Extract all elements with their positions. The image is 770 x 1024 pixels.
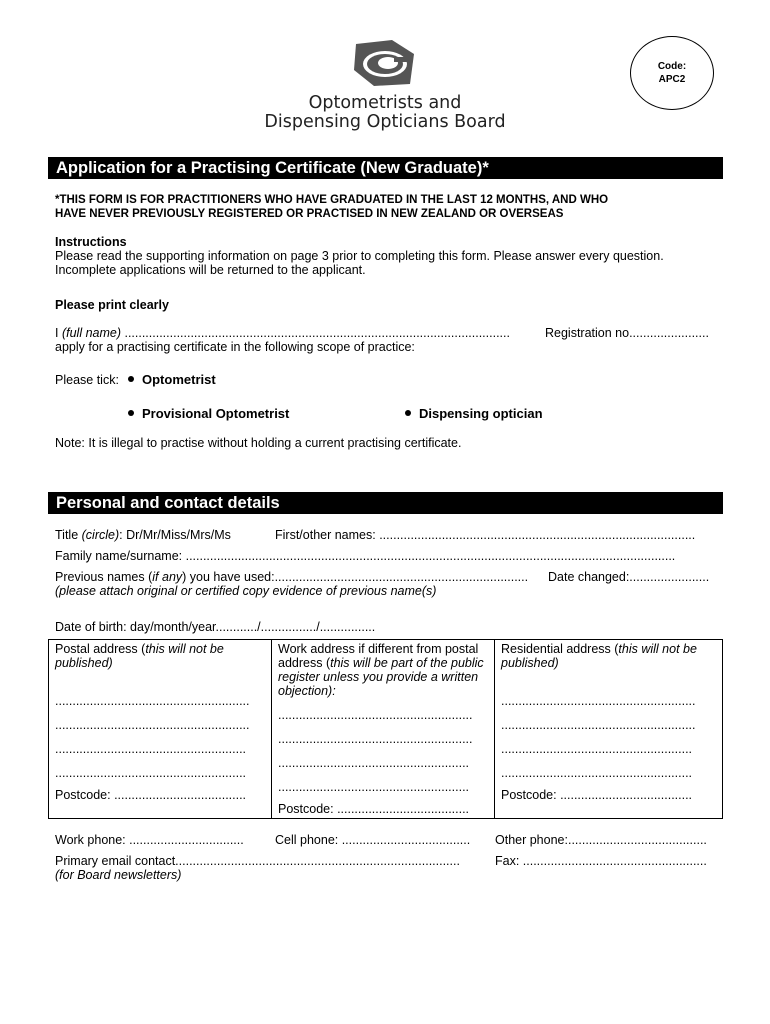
work-address-cell[interactable] <box>272 640 495 819</box>
section-title-application: Application for a Practising Certificate (New Graduate)* <box>48 157 723 179</box>
postal-line[interactable]: ....................................................... <box>55 766 247 780</box>
family-name-field[interactable]: Family name/surname: ............................................................................................................................................. <box>55 549 676 563</box>
option-provisional-optometrist[interactable] <box>128 406 289 421</box>
postal-line[interactable]: ....................................................... <box>55 742 247 756</box>
instructions-line1: Please read the supporting information on page 3 prior to completing this form. Please answer every question. <box>55 249 664 263</box>
option-provisional-label: Provisional Optometrist <box>142 406 290 421</box>
legal-note: Note: It is illegal to practise without holding a current practising certificate. <box>55 436 462 450</box>
previous-ifany: if any <box>152 570 183 584</box>
form-code-badge <box>630 36 714 110</box>
title-circle-label: (circle) <box>81 528 120 542</box>
residential-address-cell[interactable] <box>495 640 723 819</box>
work-address-heading <box>278 642 488 698</box>
org-name-line1: Optometrists and <box>308 93 462 113</box>
postal-address-cell[interactable] <box>49 640 272 819</box>
work-line[interactable]: ....................................................... <box>278 756 470 770</box>
work-line[interactable]: ........................................................ <box>278 708 473 722</box>
title-prefix: Title <box>55 528 82 542</box>
previous-names-note: (please attach original or certified copy evidence of previous name(s) <box>55 584 437 598</box>
instructions-heading: Instructions <box>55 235 127 249</box>
address-table <box>48 639 723 819</box>
postal-address-heading <box>55 642 265 698</box>
section-title-personal: Personal and contact details <box>48 492 723 514</box>
postal-head-text: Postal address ( <box>55 642 146 656</box>
tick-label: Please tick: <box>55 373 119 387</box>
other-phone-field[interactable]: Other phone:........................................ <box>495 833 707 847</box>
notice-line2: HAVE NEVER PREVIOUSLY REGISTERED OR PRACTISED IN NEW ZEALAND OR OVERSEAS <box>55 208 564 220</box>
option-dispensing-label: Dispensing optician <box>419 406 543 421</box>
eligibility-notice <box>55 193 717 221</box>
residential-line[interactable]: ....................................................... <box>501 742 693 756</box>
name-prefix: I <box>55 326 62 340</box>
residential-line[interactable]: ....................................................... <box>501 766 693 780</box>
postal-head-italic: this will not be published) <box>55 642 224 670</box>
instructions-block <box>55 235 717 277</box>
postal-line[interactable]: ........................................................ <box>55 718 250 732</box>
option-bullet-icon <box>128 376 134 382</box>
residential-address-heading <box>501 642 716 698</box>
option-bullet-icon <box>128 410 134 416</box>
fax-field[interactable]: Fax: ..................................................... <box>495 854 707 868</box>
org-name-line2: Dispensing Opticians Board <box>264 112 506 132</box>
work-head-text: Work address if different from postal address ( <box>278 642 479 670</box>
full-name-dots: ............................................................................................................... <box>121 326 510 340</box>
scope-line: apply for a practising certificate in the following scope of practice: <box>55 340 415 354</box>
board-logo <box>250 40 520 89</box>
residential-head-text: Residential address ( <box>501 642 619 656</box>
previous-suffix: ) you have used:......................................................................... <box>182 570 529 584</box>
postal-postcode[interactable]: Postcode: ...................................... <box>55 788 247 802</box>
date-of-birth-field[interactable]: Date of birth: day/month/year............/................/................ <box>55 620 376 634</box>
residential-line[interactable]: ........................................................ <box>501 694 696 708</box>
org-name <box>240 94 530 132</box>
date-changed-field[interactable]: Date changed:....................... <box>548 570 710 584</box>
email-note: (for Board newsletters) <box>55 868 182 882</box>
instructions-line2: Incomplete applications will be returned to the applicant. <box>55 263 366 277</box>
full-name-label: (full name) <box>61 326 121 340</box>
postal-line[interactable]: ........................................................ <box>55 694 250 708</box>
work-line[interactable]: ........................................................ <box>278 732 473 746</box>
option-optometrist-label: Optometrist <box>142 372 216 387</box>
work-head-italic: this will be part of the public register unless you provide a written objection): <box>278 656 484 698</box>
option-optometrist[interactable] <box>128 372 216 387</box>
work-phone-field[interactable]: Work phone: ................................. <box>55 833 244 847</box>
eye-logo-icon <box>354 40 416 86</box>
first-names-field[interactable]: First/other names: ........................................................................................... <box>275 528 696 542</box>
registration-no-field[interactable]: Registration no....................... <box>545 326 709 340</box>
email-field[interactable] <box>55 854 460 882</box>
previous-prefix: Previous names ( <box>55 570 153 584</box>
residential-head-italic: this will not be published) <box>501 642 697 670</box>
code-value: APC2 <box>658 74 686 85</box>
notice-line1: *THIS FORM IS FOR PRACTITIONERS WHO HAVE GRADUATED IN THE LAST 12 MONTHS, AND WHO <box>55 194 609 206</box>
code-label: Code: <box>657 61 687 72</box>
residential-postcode[interactable]: Postcode: ...................................... <box>501 788 693 802</box>
cell-phone-field[interactable]: Cell phone: ..................................... <box>275 833 471 847</box>
option-dispensing-optician[interactable] <box>405 406 543 421</box>
residential-line[interactable]: ........................................................ <box>501 718 696 732</box>
work-postcode[interactable]: Postcode: ...................................... <box>278 802 470 816</box>
previous-names-field[interactable] <box>55 570 528 584</box>
option-bullet-icon <box>405 410 411 416</box>
work-line[interactable]: ....................................................... <box>278 780 470 794</box>
title-options: : Dr/Mr/Miss/Mrs/Ms <box>119 528 231 542</box>
title-field[interactable] <box>55 528 231 542</box>
print-clearly: Please print clearly <box>55 298 169 312</box>
email-label: Primary email contact.................................................................................. <box>55 854 460 868</box>
